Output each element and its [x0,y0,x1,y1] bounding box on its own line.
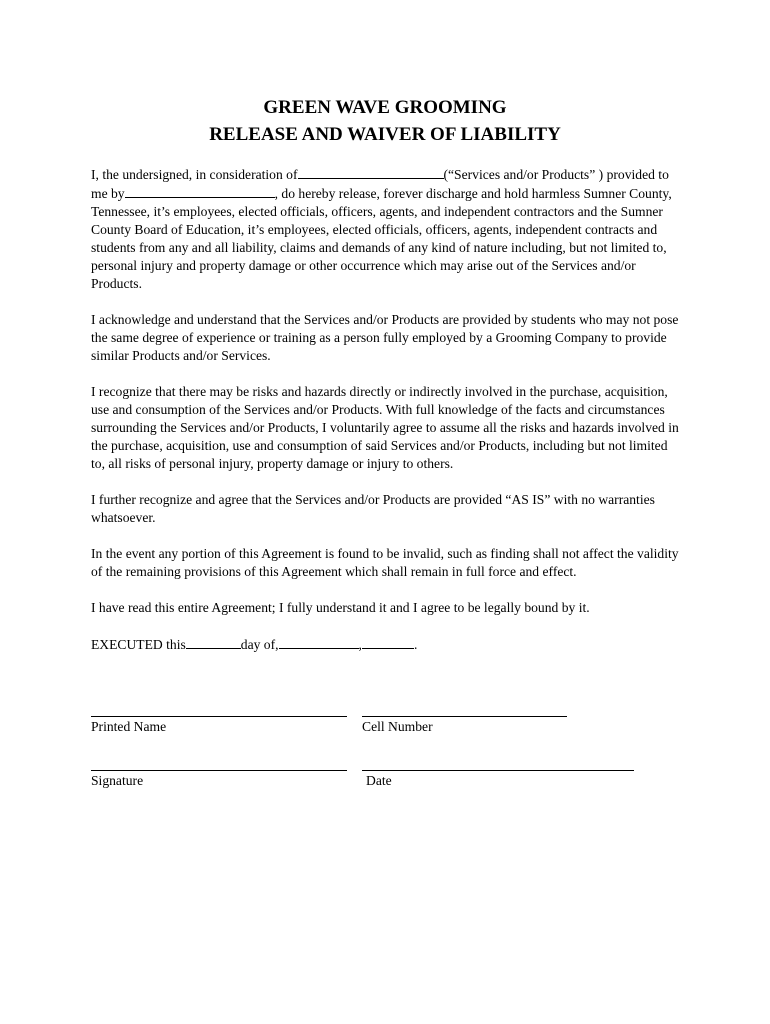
document-body [91,165,681,672]
agreement-paragraph: I have read this entire Agreement; I fully understand it and I agree to be legally bound by it. [91,600,590,615]
printed-name-label: Printed Name [91,719,167,734]
signature-label: Signature [91,773,144,788]
provider-blank[interactable] [125,184,275,198]
year-blank[interactable] [362,635,414,649]
day-of-label: day of, [240,637,279,652]
acknowledge-paragraph: I acknowledge and understand that the Services and/or Products are provided by students who may not pose the same degree of experience or training as a person fully employed by a Grooming Company to provide similar Products and/or Services. [91,312,679,363]
day-blank[interactable] [186,635,241,649]
month-blank[interactable] [279,635,359,649]
printed-name-line[interactable] [91,716,347,717]
cell-number-label: Cell Number [362,719,433,734]
as-is-paragraph: I further recognize and agree that the Services and/or Products are provided “AS IS” with no warranties whatsoever. [91,492,655,525]
executed-label: EXECUTED this [91,637,186,652]
date-line[interactable] [362,770,634,771]
release-text-start: I, the undersigned, in consideration of [91,167,298,182]
executed-line [91,635,681,654]
consideration-blank[interactable] [298,165,444,179]
executed-comma: , [358,637,362,652]
risks-paragraph: I recognize that there may be risks and hazards directly or indirectly involved in the purchase, acquisition, use and consumption of the Services and/or Products. With full knowledge of the facts and circumstances surrounding the Services and/or Products, I voluntarily agree to assume all the risks and hazards involved in the purchase, acquisition, use and consumption of said Services and/or Products, including but not limited to, all risks of personal injury, property damage or injury to others. [91,384,679,471]
cell-number-line[interactable] [362,716,567,717]
date-label: Date [366,773,392,788]
release-text-end: , do hereby release, forever discharge and hold harmless Sumner County, Tennessee, it’s employees, elected officials, officers, agents, and independent contractors and the Sumner County Board of Education, it’s employees, elected officials, officers, agents, independent contracts and students from any and all liability, claims and demands of any kind of nature including, but not limited to, personal injury and property damage or other occurrence which may arise out of the Services and/or Products. [91,186,672,291]
release-text-middle: (“Services and/or Products” ) provided to me by [91,167,669,201]
document-title: GREEN WAVE GROOMING [263,97,507,118]
signature-line[interactable] [91,770,347,771]
release-paragraph [91,165,681,293]
document-subtitle: RELEASE AND WAIVER OF LIABILITY [209,124,561,145]
severability-paragraph: In the event any portion of this Agreement is found to be invalid, such as finding shall not affect the validity of the remaining provisions of this Agreement which shall remain in full force and effect. [91,546,679,579]
executed-period: . [413,637,418,652]
